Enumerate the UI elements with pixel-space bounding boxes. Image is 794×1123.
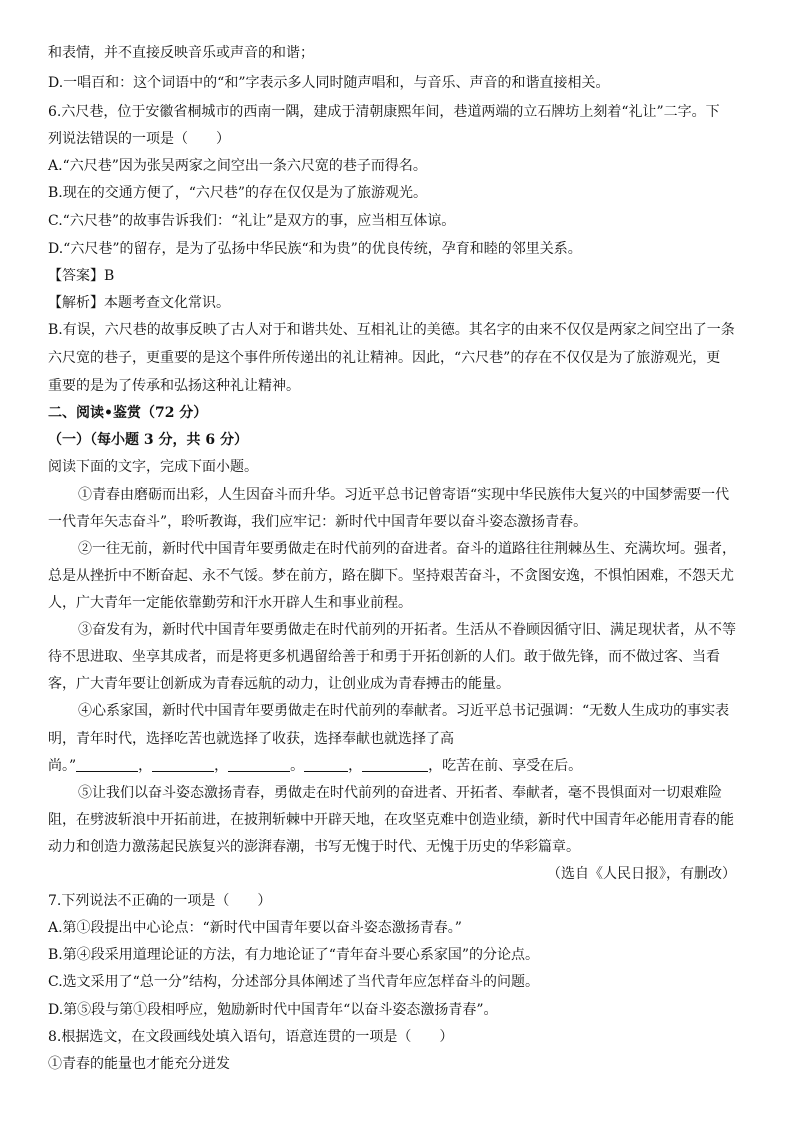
text-segment: ，	[214, 758, 229, 774]
fill-blank[interactable]	[304, 756, 348, 772]
passage-paragraph-1: ①青春由磨砺而出彩，人生因奋斗而升华。习近平总书记曾寄语“实现中华民族伟大复兴的中国梦需要一代	[78, 487, 730, 503]
q6-option-a: A.“六尺巷”因为张吴两家之间空出一条六尺宽的巷子而得名。	[48, 158, 427, 174]
passage-paragraph-1-cont: 一代青年矢志奋斗”，聆听教诲，我们应牢记：新时代中国青年要以奋斗姿态激扬青春。	[48, 514, 588, 530]
text-segment: ，	[348, 758, 363, 774]
q6-option-d: D.“六尺巷”的留存，是为了弘扬中华民族“和为贵”的优良传统，孕育和睦的邻里关系。	[48, 241, 582, 257]
fill-blank[interactable]	[362, 756, 428, 772]
q7-option-c: C.选文采用了“总一分”结构，分述部分具体阐述了当代青年应怎样奋斗的问题。	[48, 974, 539, 990]
section-heading: 二、阅读•鉴赏（72 分）	[48, 405, 208, 421]
passage-paragraph-4: ④心系家国，新时代中国青年要勇做走在时代前列的奉献者。习近平总书记强调：“无数人生成功的事实表	[78, 703, 730, 719]
passage-paragraph-5-cont: 动力和创造力激荡起民族复兴的澎湃春潮，书写无愧于时代、无愧于历史的华彩篇章。	[48, 839, 580, 855]
text-line: 和表情，并不直接反映音乐或声音的和谐；	[48, 45, 314, 61]
fill-blank[interactable]	[152, 756, 214, 772]
q6-analysis-line: 六尺宽的巷子，更重要的是这个事件所传递出的礼让精神。因此，“六尺巷”的存在不仅仅是为了旅游观光，更	[48, 350, 721, 366]
text-segment: 。	[290, 758, 305, 774]
q6-answer: 【答案】B	[48, 268, 115, 284]
q7-option-d: D.第⑤段与第①段相呼应，勉励新时代中国青年“以奋斗姿态激扬青春”。	[48, 1002, 498, 1018]
passage-paragraph-5-cont: 阻，在劈波斩浪中开拓前进，在披荆斩棘中开辟天地，在攻坚克难中创造业绩，新时代中国青年必能用青春的能	[48, 812, 734, 828]
text-segment: ，吃苦在前、享受在后。	[428, 758, 583, 774]
q7-option-b: B.第④段采用道理论证的方法，有力地论证了“青年奋斗要心系家国”的分论点。	[48, 947, 540, 963]
subsection-heading: （一）（每小题 3 分，共 6 分）	[48, 432, 248, 448]
q6-analysis-line: B.有误，六尺巷的故事反映了古人对于和谐共处、互相礼让的美德。其名字的由来不仅仅是两家之间空出了一条	[48, 322, 735, 338]
passage-paragraph-3-cont: 客，广大青年要让创新成为青春远航的动力，让创业成为青春搏击的能量。	[48, 676, 510, 692]
q8-item-1: ①青春的能量也才能充分迸发	[48, 1056, 230, 1072]
passage-paragraph-2-cont: 人，广大青年一定能依靠勤劳和汗水开辟人生和事业前程。	[48, 595, 412, 611]
text-segment: 尚。”	[48, 758, 77, 774]
passage-paragraph-5: ⑤让我们以奋斗姿态激扬青春，勇做走在时代前列的奋进者、开拓者、奉献者，毫不畏惧面对一切艰难险	[78, 785, 722, 801]
question-8-stem: 8.根据选文，在文段画线处填入语句，语意连贯的一项是（ ）	[48, 1029, 454, 1045]
passage-paragraph-3-cont: 待不思进取、坐享其成者，而是将更多机遇留给善于和勇于开拓创新的人们。敢于做先锋，而不做过客、当看	[48, 649, 720, 665]
passage-source: （选自《人民日报》，有删改）	[547, 866, 736, 882]
q6-option-c: C.“六尺巷”的故事告诉我们：“礼让”是双方的事，应当相互体谅。	[48, 213, 456, 229]
passage-paragraph-3: ③奋发有为，新时代中国青年要勇做走在时代前列的开拓者。生活从不眷顾因循守旧、满足现状者，从不等	[78, 622, 736, 638]
passage-blank-line	[48, 756, 748, 776]
q6-analysis-line: 重要的是为了传承和弘扬这种礼让精神。	[48, 378, 300, 394]
reading-instruction: 阅读下面的文字，完成下面小题。	[48, 459, 258, 475]
passage-paragraph-4-cont: 明，青年时代，选择吃苦也就选择了收获，选择奉献也就选择了高	[48, 731, 454, 747]
q6-analysis-title: 【解析】本题考查文化常识。	[48, 295, 230, 311]
question-6-stem-cont: 列说法错误的一项是（ ）	[48, 131, 230, 147]
fill-blank[interactable]	[76, 756, 138, 772]
q7-option-a: A.第①段提出中心论点：“新时代中国青年要以奋斗姿态激扬青春。”	[48, 920, 462, 936]
fill-blank[interactable]	[228, 756, 290, 772]
passage-paragraph-2-cont: 总是从挫折中不断奋起、永不气馁。梦在前方，路在脚下。坚持艰苦奋斗，不贪图安逸，不惧怕困难，不怨天尤	[48, 568, 734, 584]
passage-paragraph-2: ②一往无前，新时代中国青年要勇做走在时代前列的奋进者。奋斗的道路往往荆棘丛生、充满坎坷。强者，	[78, 541, 736, 557]
question-7-stem: 7.下列说法不正确的一项是（ ）	[48, 893, 272, 909]
q6-option-b: B.现在的交通方便了，“六尺巷”的存在仅仅是为了旅游观光。	[48, 185, 428, 201]
option-d-prev: D.一唱百和：这个词语中的“和”字表示多人同时随声唱和，与音乐、声音的和谐直接相关。	[48, 75, 610, 91]
text-segment: ，	[138, 758, 153, 774]
question-6-stem: 6.六尺巷，位于安徽省桐城市的西南一隅，建成于清朝康熙年间，巷道两端的立石牌坊上刻着“礼让”二字。下	[48, 104, 720, 120]
